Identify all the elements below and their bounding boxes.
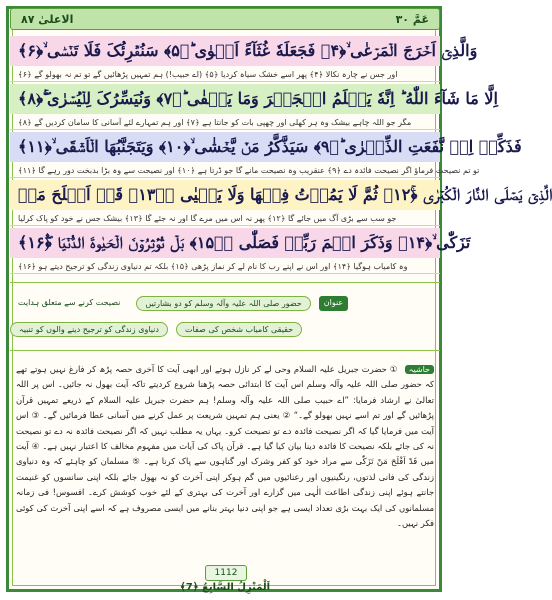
translation-line-3: تو تم نصیحت فرماؤ اگر نصیحت فائدہ دے ﴿۹﴾ عنقریب وہ نصیحت مانے گا جو ڈرتا ہے ﴿۱۰﴾ اور نصیحت سے وہ بڑا بدبخت دور رہے گا ﴿۱۱﴾	[10, 163, 440, 178]
topic-tag: نصیحت کرنے سے متعلق ہدایت	[18, 298, 121, 307]
topics-label: عنوان	[319, 296, 348, 311]
manzil-label: اَلْمَنْزِلُ السَّابِعُ ﴿7﴾	[179, 582, 271, 593]
translation-line-2: مگر جو اللہ چاہے بیشک وہ ہر کھلی اور چھپی بات کو جانتا ہے ﴿۷﴾ اور ہم تمہارے لئے آسانی کا سامان کردیں گے ﴿۸﴾	[10, 115, 440, 130]
ayah-line-2: اِلَّا مَا شَآءَ اللّٰهُ ؕ اِنَّهٗ یَعۡلَمُ الۡجَهۡرَ وَمَا یَخۡفٰی ؕ﴿۷﴾ وَنُیَسِّرُکَ لِلۡیُسۡرٰی ۚۖ﴿۸﴾	[10, 84, 440, 114]
section-divider	[10, 282, 440, 283]
commentary-block	[16, 362, 434, 562]
topic-tag: دنیاوی زندگی کو ترجیح دینے والوں کو تنبیہ	[10, 322, 168, 337]
surah-label: الاعلیٰ ۸۷	[21, 12, 74, 26]
topics-row-1	[10, 296, 440, 311]
ayah-line-5: تَزَکّٰی ۙ﴿۱۴﴾ وَذَکَرَ اسۡمَ رَبِّهٖ فَصَلّٰی ﴿ؕ۱۵﴾ بَلۡ تُؤۡثِرُوۡنَ الۡحَیٰوةَ الدُّنۡیَا ﴿۫ۖ۱۶﴾	[10, 228, 440, 258]
page-header	[10, 8, 440, 30]
ayah-line-4: الَّذِیۡ یَصۡلَی النَّارَ الۡکُبۡرٰی ﴿ۚ۱۲﴾ ثُمَّ لَا یَمُوۡتُ فِیۡهَا وَلَا یَحۡیٰی ﴿ؕ۱۳﴾ قَدۡ اَفۡلَحَ مَنۡ	[10, 180, 440, 210]
translation-line-4: جو سب سے بڑی آگ میں جائے گا ﴿۱۲﴾ پھر نہ اس میں مرے گا اور نہ جئے گا ﴿۱۳﴾ بیشک جس نے خود کو پاک کرلیا	[10, 211, 440, 226]
page-number: 1112	[205, 565, 247, 581]
translation-line-5: وہ کامیاب ہوگیا ﴿۱۴﴾ اور اس نے اپنے رب کا نام لے کر نماز پڑھی ﴿۱۵﴾ بلکہ تم دنیاوی زندگی کو ترجیح دیتے ہو ﴿۱۶﴾	[10, 259, 440, 274]
topic-tag: حقیقی کامیاب شخص کی صفات	[176, 322, 302, 337]
section-divider	[10, 350, 440, 351]
topics-row-2	[10, 322, 440, 337]
topic-tag: حضور صلی اللہ علیہ وآلہ وسلم کو دو بشارتیں	[136, 296, 310, 311]
ayah-line-3: فَذَکِّرۡ اِنۡ نَّفَعَتِ الذِّکۡرٰی ؕ﴿۹﴾ سَیَذَّکَّرُ مَنۡ یَّخۡشٰی ۙ﴿۱۰﴾ وَیَتَجَنَّبُهَا الۡاَشۡقَی ۙ﴿۱۱﴾	[10, 132, 440, 162]
ayah-line-1: وَالَّذِیۡۤ اَخۡرَجَ الۡمَرۡعٰی ۙ﴿۴﴾ فَجَعَلَهٗ غُثَآءً اَحۡوٰی ؕ﴿۵﴾ سَنُقۡرِئُکَ فَلَا تَنۡسٰۤی ۙ﴿۶﴾	[10, 36, 440, 66]
notes-badge: حاشیہ	[405, 365, 434, 374]
commentary-text: ① حضرت جبریل علیہ السلام وحی لے کر نازل ہوتے اور ابھی آیت کا آخری حصہ پڑھ کر فارغ نہیں ہوتے تھے کہ حضور صلی اللہ علیہ وآلہ وسلم اس آیت کا ابتدائی حصہ پڑھنا شروع کردیتے تاکہ آیت بھول نہ جائیں۔ اس پر اللہ تعالیٰ نے ارشاد فرمایا: ”اے حبیب صلی اللہ علیہ وآلہ وسلم! ہم حضرت جبریل علیہ السلام کے ذریعے تمہیں قرآن پڑھائیں گے اور تم اسے نہیں بھولو گے۔“ ② یعنی ہم تمہیں شریعت پر عمل کرنے میں آسانی عطا فرمائیں گے۔ ③ اس آیت میں فرمایا گیا کہ اگر نصیحت فائدہ دے تو نصیحت کرو۔ یہاں یہ مطلب نہیں کہ اگر نصیحت فائدہ نہ دے تو نصیحت نہ کی جائے بلکہ نصیحت کا فائدہ دینا بیان کیا گیا ہے۔ قرآن پاک کی آیات میں مفہوم مخالف کا اعتبار نہیں ہے۔ ④ آیت میں قَدْ اَفْلَحَ مَنْ تَزَکّٰی سے مراد خود کو کفر وشرک اور گناہوں سے پاک کرنا ہے۔ ⑤ مسلمان کو چاہئے کہ وہ دنیاوی زندگی کی فانی لذتوں، رنگینیوں اور رعنائیوں میں گم ہوکر اپنی آخرت کو نہ بھول جائے بلکہ اپنی سانسوں کو غنیمت جانتے ہوئے اپنی زندگی اطاعت الٰہی میں گزارے اور آخرت کی بہتری کے لئے خوب کوشش کرے۔ افسوس! فی زمانہ مسلمانوں کی ایک بہت بڑی تعداد ایسی ہے جو اپنی دنیا بہتر بنانے میں ایسی مصروف ہے کہ اسے اپنی آخرت کی کوئی فکر نہیں۔	[16, 364, 434, 529]
juz-label: عَمَّ ۳۰	[395, 12, 429, 26]
translation-line-1: اور جس نے چارہ نکالا ﴿۴﴾ پھر اسے خشک سیاہ کردیا ﴿۵﴾ (اے حبیب!) ہم تمہیں پڑھائیں گے تو تم نہ بھولو گے ﴿۶﴾	[10, 67, 440, 82]
